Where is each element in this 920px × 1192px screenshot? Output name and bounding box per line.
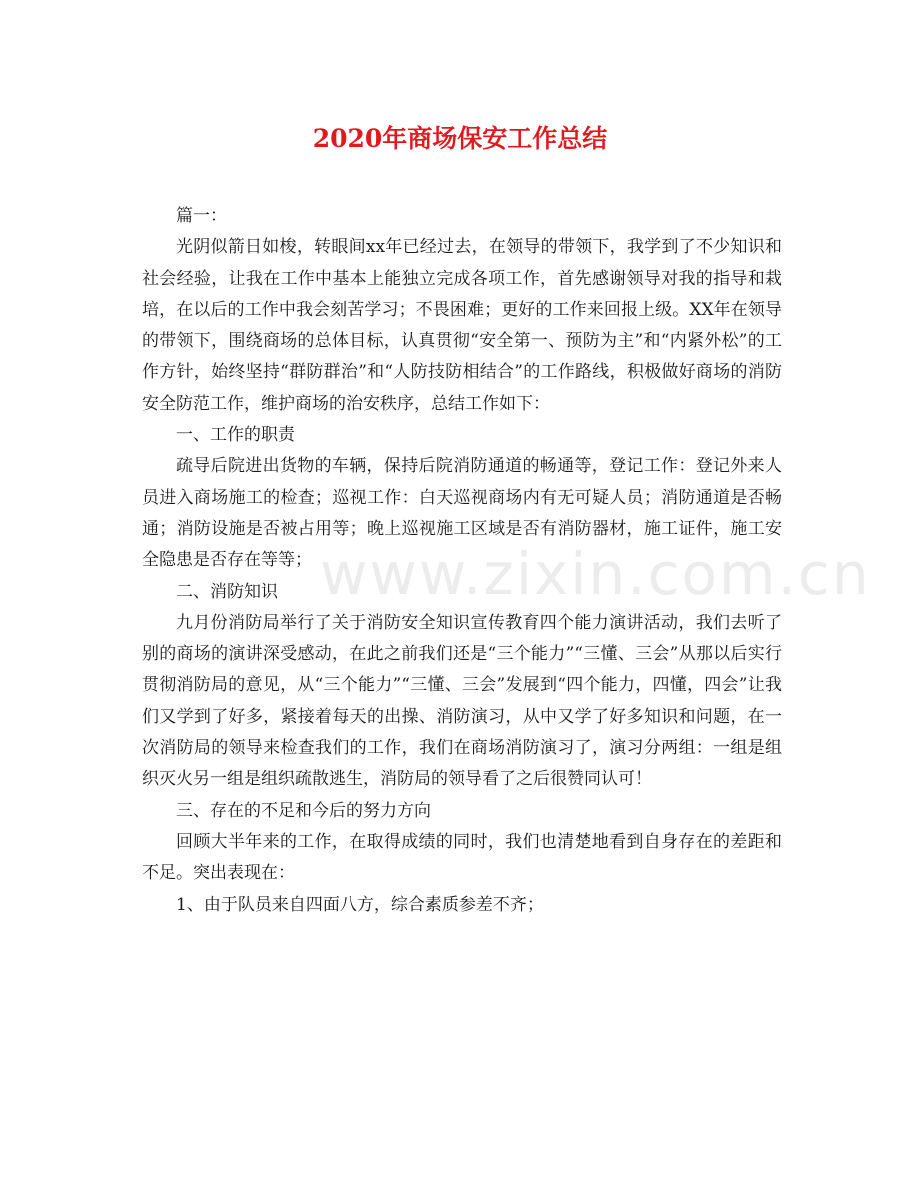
paragraph-work-duties: 疏导后院进出货物的车辆，保持后院消防通道的畅通等，登记工作：登记外来人员进入商场施工的检查；巡视工作：白天巡视商场内有无可疑人员；消防通道是否畅通；消防设施是否被占用等；晚上巡视施工区域是否有消防器材，施工证件，施工安全隐患是否存在等等；: [142, 456, 782, 571]
heading-shortcomings: 三、存在的不足和今后的努力方向: [176, 800, 431, 821]
paragraph-intro: 光阴似箭日如梭，转眼间xx年已经过去，在领导的带领下，我学到了不少知识和社会经验，让我在工作中基本上能独立完成各项工作，首先感谢领导对我的指导和栽培，在以后的工作中我会刻苦学习；不畏困难；更好的工作来回报上级。XX年在领导的带领下，围绕商场的总体目标，认真贯彻“安全第一、预防为主”和“内紧外松”的工作方针，始终坚持“群防群治”和“人防技防相结合”的工作路线，积极做好商场的消防安全防范工作，维护商场的治安秩序，总结工作如下：: [142, 237, 782, 414]
paragraph-section-label: 篇一：: [176, 206, 227, 226]
document-title: 2020年商场保安工作总结: [312, 124, 608, 153]
paragraph-review: 回顾大半年来的工作，在取得成绩的同时，我们也清楚地看到自身存在的差距和不足。突出表现在：: [142, 831, 782, 884]
heading-work-duties: 一、工作的职责: [176, 425, 295, 446]
heading-fire-knowledge: 二、消防知识: [176, 581, 278, 602]
watermark: www.zixin.com.cn: [320, 540, 871, 608]
document-body: [142, 201, 782, 921]
list-item-1: 1、由于队员来自四面八方，综合素质参差不齐；: [176, 894, 544, 915]
paragraph-fire-knowledge: 九月份消防局举行了关于消防安全知识宣传教育四个能力演讲活动，我们去听了别的商场的演讲深受感动，在此之前我们还是“三个能力”“三懂、三会”从那以后实行贯彻消防局的意见，从“三个能力”“三懂、三会”发展到“四个能力，四懂，四会”让我们又学到了好多，紧接着每天的出操、消防演习，从中又学了好多知识和问题，在一次消防局的领导来检查我们的工作，我们在商场消防演习了，演习分两组：一组是组织灭火另一组是组织疏散逃生，消防局的领导看了之后很赞同认可！: [142, 612, 782, 790]
